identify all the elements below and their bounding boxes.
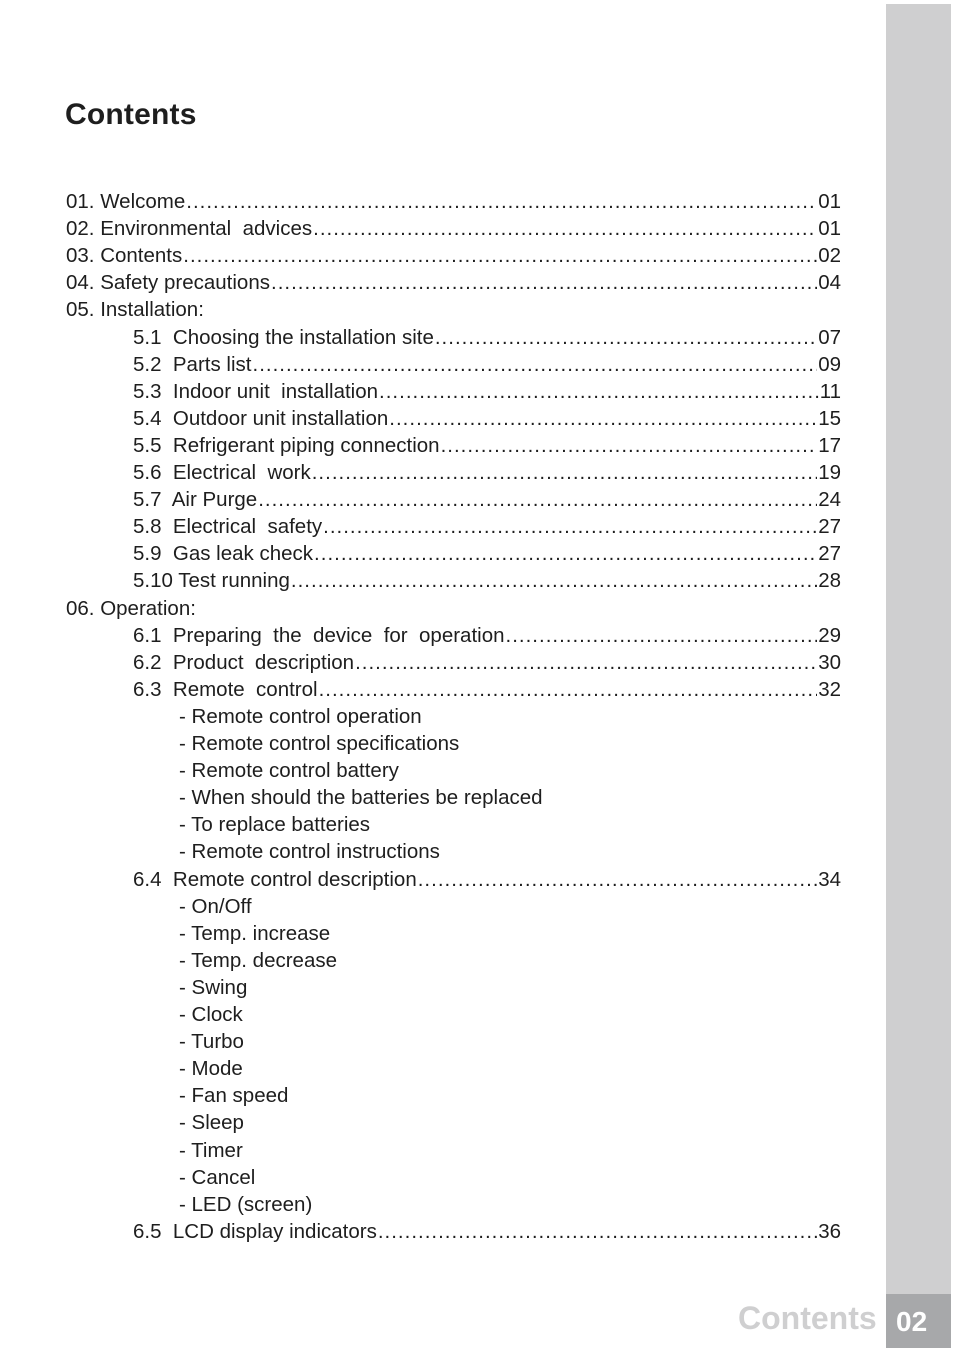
toc-entry: [179, 920, 330, 947]
toc-dot-leader: [271, 269, 817, 296]
toc-entry: [133, 622, 841, 649]
toc-entry-label: - LED (screen): [179, 1193, 313, 1216]
toc-entry: [179, 947, 337, 974]
toc-entry-label: 5.10 Test running: [133, 569, 290, 592]
toc-entry-label: 5.7 Air Purge: [133, 488, 258, 511]
toc-entry-page: 28: [818, 569, 841, 592]
toc-entry-label: 01. Welcome: [66, 190, 186, 213]
toc-entry-label: 6.2 Product description: [133, 651, 355, 674]
toc-entry: [133, 486, 841, 513]
toc-entry-page: 32: [818, 678, 841, 701]
toc-entry-page: 02: [818, 244, 841, 267]
toc-entry: [66, 269, 841, 296]
toc-entry-label: 5.3 Indoor unit installation: [133, 380, 379, 403]
toc-entry: [133, 378, 841, 405]
toc-dot-leader: [389, 405, 817, 432]
toc-dot-leader: [378, 1218, 817, 1245]
toc-entry: [133, 567, 841, 594]
toc-entry: [179, 784, 543, 811]
toc-entry-label: - Fan speed: [179, 1084, 289, 1107]
toc-entry: [179, 1055, 243, 1082]
toc-entry-label: - Remote control battery: [179, 759, 399, 782]
toc-entry-page: 19: [818, 461, 841, 484]
toc-entry-label: - When should the batteries be replaced: [179, 786, 543, 809]
toc-entry-label: - Temp. increase: [179, 922, 331, 945]
toc-entry: [179, 1001, 243, 1028]
toc-entry-label: - Remote control instructions: [179, 840, 440, 863]
toc-dot-leader: [435, 324, 817, 351]
toc-entry: [179, 1191, 312, 1218]
toc-entry-page: 17: [818, 434, 841, 457]
toc-entry: [133, 324, 841, 351]
toc-entry: [179, 1082, 288, 1109]
toc-entry: [179, 703, 422, 730]
toc-entry: [133, 513, 841, 540]
toc-entry: [66, 215, 841, 242]
toc-entry-label: 04. Safety precautions: [66, 271, 270, 294]
toc-entry: [66, 242, 841, 269]
toc-dot-leader: [319, 676, 818, 703]
toc-entry: [133, 459, 841, 486]
toc-entry-label: 5.2 Parts list: [133, 353, 252, 376]
toc-entry-page: 27: [818, 542, 841, 565]
toc-entry: [179, 893, 252, 920]
toc-entry-page: 29: [818, 624, 841, 647]
toc-dot-leader: [253, 351, 818, 378]
toc-entry-page: 27: [818, 515, 841, 538]
toc-entry-label: - Sleep: [179, 1111, 244, 1134]
toc-entry-label: - Mode: [179, 1057, 243, 1080]
toc-entry: [179, 1137, 243, 1164]
toc-entry-label: 5.9 Gas leak check: [133, 542, 314, 565]
toc-entry-label: 5.4 Outdoor unit installation: [133, 407, 389, 430]
toc-entry: [133, 432, 841, 459]
toc-entry-label: - Timer: [179, 1139, 243, 1162]
toc-entry-label: - Cancel: [179, 1166, 256, 1189]
toc-entry: [179, 730, 459, 757]
toc-entry: [66, 296, 204, 323]
toc-entry-label: - On/Off: [179, 895, 252, 918]
toc-dot-leader: [291, 567, 817, 594]
toc-entry: [179, 1109, 244, 1136]
toc-dot-leader: [258, 486, 817, 513]
toc-entry: [179, 1028, 244, 1055]
toc-dot-leader: [314, 540, 817, 567]
toc-entry: [133, 649, 841, 676]
toc-dot-leader: [379, 378, 819, 405]
toc-entry: [133, 540, 841, 567]
toc-dot-leader: [186, 188, 817, 215]
toc-entry-page: 30: [818, 651, 841, 674]
toc-entry-label: 6.1 Preparing the device for operation: [133, 624, 505, 647]
toc-dot-leader: [418, 866, 817, 893]
toc-entry: [66, 188, 841, 215]
toc-entry-label: 5.8 Electrical safety: [133, 515, 323, 538]
toc-dot-leader: [506, 622, 818, 649]
toc-entry: [133, 351, 841, 378]
toc-entry: [133, 1218, 841, 1245]
toc-entry-label: 03. Contents: [66, 244, 183, 267]
toc-entry-label: - Remote control specifications: [179, 732, 460, 755]
toc-entry-label: 05. Installation:: [66, 298, 204, 321]
toc-dot-leader: [183, 242, 817, 269]
toc-entry-label: 5.1 Choosing the installation site: [133, 326, 434, 349]
toc-entry: [179, 811, 370, 838]
toc-dot-leader: [313, 215, 817, 242]
toc-entry: [133, 676, 841, 703]
toc-entry-label: 6.4 Remote control description: [133, 868, 417, 891]
side-strip: [886, 4, 951, 1348]
toc-entry-page: 11: [819, 380, 841, 403]
toc-entry: [133, 405, 841, 432]
toc-entry-label: 5.5 Refrigerant piping connection: [133, 434, 440, 457]
toc-entry-page: 01: [818, 190, 841, 213]
toc-entry-label: 6.5 LCD display indicators: [133, 1220, 377, 1243]
toc-entry-label: - Swing: [179, 976, 248, 999]
toc-entry-label: - To replace batteries: [179, 813, 371, 836]
toc-entry-page: 07: [818, 326, 841, 349]
toc-entry-page: 24: [818, 488, 841, 511]
toc-entry-label: - Remote control operation: [179, 705, 422, 728]
footer-page-number: 02: [896, 1306, 928, 1337]
toc-dot-leader: [312, 459, 817, 486]
toc-entry-label: - Clock: [179, 1003, 243, 1026]
toc-entry-page: 34: [818, 868, 841, 891]
footer-section-label: Contents: [738, 1300, 877, 1336]
toc-dot-leader: [355, 649, 817, 676]
toc-entry-label: - Turbo: [179, 1030, 244, 1053]
toc-entry: [179, 838, 440, 865]
toc-dot-leader: [323, 513, 817, 540]
toc-entry-page: 01: [818, 217, 841, 240]
toc-entry-label: 06. Operation:: [66, 597, 196, 620]
toc-entry-page: 04: [818, 271, 841, 294]
toc-entry-page: 09: [818, 353, 841, 376]
toc-entry-page: 36: [818, 1220, 841, 1243]
toc-entry: [66, 595, 196, 622]
toc-entry-label: 6.3 Remote control: [133, 678, 318, 701]
page-title: Contents: [65, 98, 197, 131]
toc-entry-label: - Temp. decrease: [179, 949, 338, 972]
toc-entry-label: 02. Environmental advices: [66, 217, 313, 240]
toc-entry: [179, 757, 399, 784]
toc-entry: [179, 1164, 255, 1191]
toc-dot-leader: [441, 432, 818, 459]
toc-entry-label: 5.6 Electrical work: [133, 461, 311, 484]
toc-entry: [179, 974, 247, 1001]
toc-entry-page: 15: [818, 407, 841, 430]
toc-entry: [133, 866, 841, 893]
